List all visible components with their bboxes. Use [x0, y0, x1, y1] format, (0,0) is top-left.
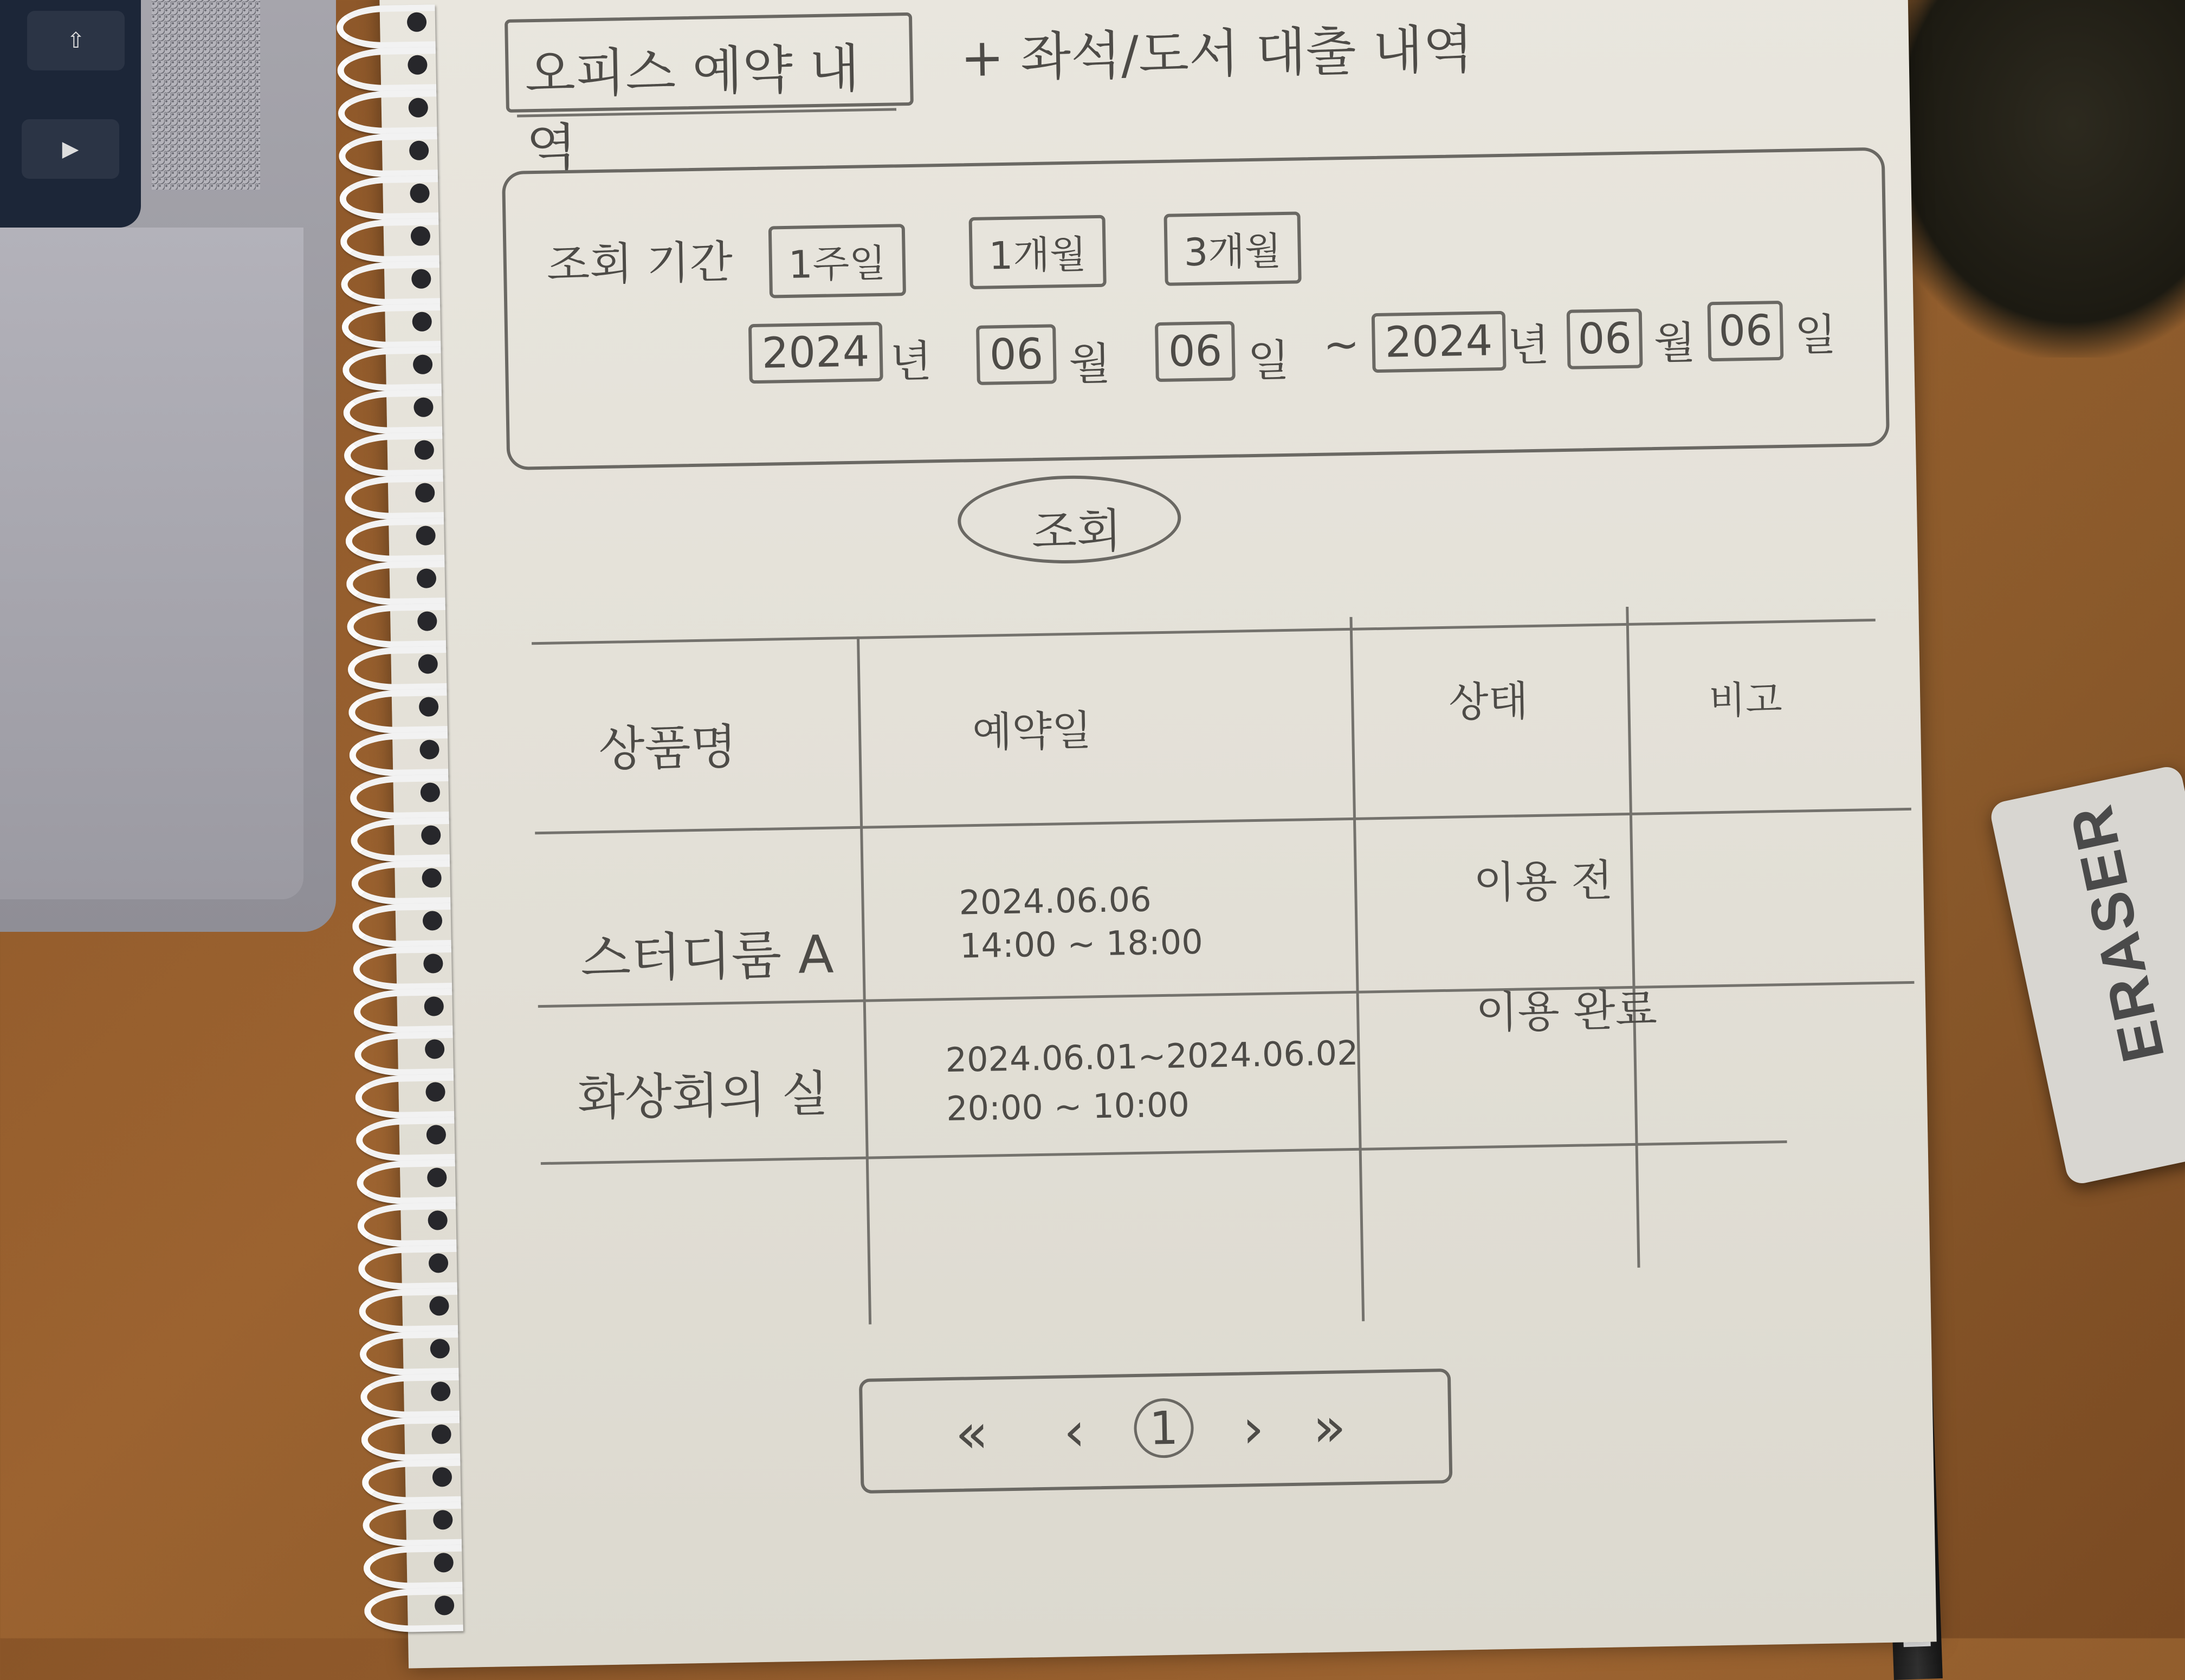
table-header-divider — [535, 808, 1911, 834]
table-top-border — [532, 619, 1876, 645]
laptop — [0, 0, 336, 932]
tab-office-reservations[interactable] — [505, 12, 914, 179]
table-column-divider — [857, 637, 871, 1325]
speaker-grill — [152, 0, 260, 190]
spiral-ring — [351, 860, 450, 905]
start-day-input[interactable]: 06 — [1155, 321, 1236, 382]
start-year-input[interactable]: 2024 — [748, 322, 883, 384]
row-time: 20:00 ~ 10:00 — [946, 1085, 1190, 1129]
spiral-ring — [347, 604, 446, 648]
spiral-ring — [340, 218, 439, 263]
search-button-label: 조회 — [1031, 504, 1122, 560]
row-date: 2024.06.06 — [958, 879, 1152, 923]
laptop-palmrest — [0, 228, 303, 899]
table-header-name: 상품명 — [598, 718, 738, 777]
spiral-ring — [347, 646, 447, 691]
spiral-ring — [341, 304, 441, 349]
spiral-ring — [346, 561, 445, 606]
spiral-ring — [345, 475, 444, 520]
end-year-input[interactable]: 2024 — [1372, 311, 1506, 373]
spiral-ring — [337, 4, 436, 49]
spiral-ring — [361, 1460, 461, 1504]
spiral-ring — [338, 90, 437, 135]
prev-page-icon[interactable]: ‹ — [1063, 1399, 1086, 1464]
eraser — [1988, 764, 2185, 1186]
end-month-unit: 월 — [1653, 317, 1696, 369]
spiral-ring — [337, 47, 436, 92]
end-year-unit: 년 — [1507, 320, 1550, 371]
period-label: 조회 기간 — [546, 236, 733, 291]
plant — [1871, 0, 2185, 358]
end-month-input[interactable]: 06 — [1567, 308, 1643, 369]
key-shift-icon: ⇧ — [27, 11, 125, 70]
row-status: 이용 전 — [1473, 855, 1614, 909]
tab-seat-book-loans[interactable]: + 좌석/도서 대출 내역 — [960, 18, 1474, 89]
spiral-ring — [361, 1417, 460, 1462]
row-name: 스터디룸 A — [580, 924, 835, 989]
spiral-ring — [363, 1545, 462, 1590]
spiral-ring — [353, 946, 452, 991]
spiral-ring — [352, 903, 451, 948]
start-year-unit: 년 — [889, 336, 933, 387]
spiral-ring — [357, 1203, 456, 1248]
spiral-ring — [354, 1032, 454, 1076]
start-month-unit: 월 — [1068, 338, 1111, 390]
table-header-date: 예약일 — [972, 706, 1092, 757]
end-day-input[interactable]: 06 — [1707, 301, 1783, 361]
table-header-note: 비고 — [1708, 677, 1783, 723]
spiral-ring — [345, 518, 444, 563]
spiral-ring — [355, 1117, 455, 1162]
spiral-ring — [364, 1588, 463, 1633]
spiral-ring — [353, 989, 452, 1034]
row-date: 2024.06.01~2024.06.02 — [945, 1033, 1359, 1080]
eraser-label: ERASER — [2057, 798, 2177, 1068]
pagination — [859, 1368, 1453, 1494]
last-page-icon[interactable]: » — [1312, 1395, 1347, 1460]
spiral-ring — [348, 689, 448, 734]
spiral-ring — [339, 133, 438, 178]
page-1-button[interactable]: 1 — [1134, 1398, 1194, 1458]
spiral-ring — [351, 818, 450, 862]
first-page-icon[interactable]: « — [954, 1401, 989, 1465]
spiral-ring — [350, 775, 449, 820]
spiral-ring — [358, 1246, 457, 1290]
spiral-ring — [355, 1074, 454, 1119]
start-day-unit: 일 — [1247, 335, 1290, 387]
spiral-ring — [359, 1288, 458, 1333]
start-month-input[interactable]: 06 — [976, 324, 1057, 385]
laptop-keyboard — [0, 0, 141, 228]
spiral-binding — [336, 0, 473, 1658]
search-button[interactable] — [957, 473, 1182, 565]
spiral-ring — [344, 432, 443, 477]
row-time: 14:00 ~ 18:00 — [959, 922, 1204, 966]
spiral-ring — [341, 261, 440, 306]
date-range-separator: ~ — [1322, 319, 1360, 370]
key-play-icon: ▶ — [22, 119, 119, 179]
spiral-ring — [363, 1502, 462, 1547]
next-page-icon[interactable]: › — [1242, 1396, 1265, 1461]
spiral-ring — [339, 176, 438, 220]
period-1week-button[interactable]: 1주일 — [768, 224, 906, 298]
table-row-divider — [541, 1140, 1787, 1165]
spiral-ring — [359, 1331, 458, 1376]
spiral-ring — [349, 732, 448, 777]
end-day-unit: 일 — [1794, 309, 1837, 361]
period-1month-button[interactable]: 1개월 — [969, 215, 1107, 289]
period-3month-button[interactable]: 3개월 — [1163, 211, 1301, 286]
table-column-divider — [1349, 617, 1365, 1321]
table-column-divider — [1626, 607, 1640, 1268]
tab-office-reservations-label: 오피스 예약 내역 — [524, 38, 861, 179]
spiral-ring — [343, 390, 442, 434]
notebook-page — [379, 0, 1937, 1669]
row-name: 화상회의 실 — [577, 1065, 829, 1127]
table-header-status: 상태 — [1448, 677, 1529, 727]
row-status: 이용 완료 — [1475, 984, 1658, 1038]
spiral-ring — [342, 347, 442, 392]
spiral-ring — [360, 1374, 460, 1419]
spiral-ring — [357, 1160, 456, 1205]
